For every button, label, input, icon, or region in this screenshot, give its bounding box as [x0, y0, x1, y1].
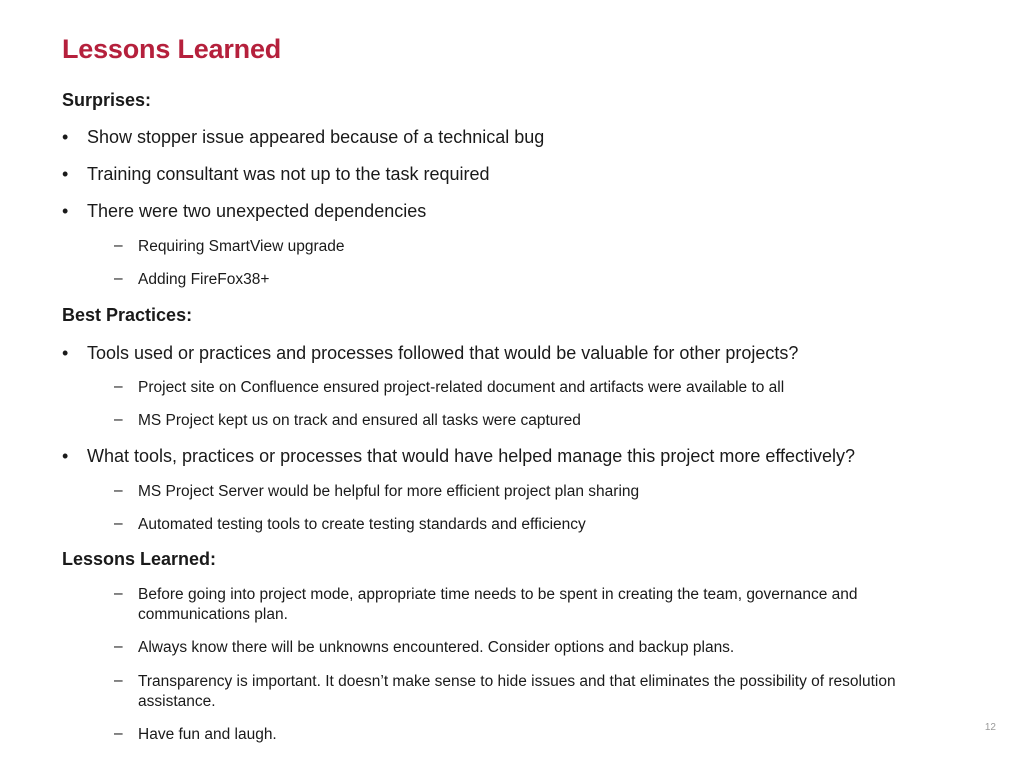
bullet-glyph: •: [62, 127, 69, 147]
sub-item-text: MS Project Server would be helpful for more efficient project plan sharing: [138, 483, 640, 500]
page-number: 12: [984, 722, 996, 733]
dash-glyph: –: [114, 378, 123, 395]
lessons-learned-heading: Lessons Learned:: [62, 549, 217, 569]
sub-item: [114, 482, 944, 502]
sub-item: [114, 270, 944, 290]
dash-glyph: –: [114, 515, 123, 532]
dash-glyph: –: [114, 585, 123, 602]
sub-item-text: Requiring SmartView upgrade: [138, 238, 345, 255]
dash-glyph: –: [114, 638, 123, 655]
bullet-glyph: •: [62, 343, 69, 363]
bullet-text: What tools, practices or processes that would have helped manage this project more effectively?: [87, 446, 856, 466]
sub-item: [114, 725, 944, 745]
sub-item: [114, 378, 944, 398]
dash-glyph: –: [114, 482, 123, 499]
bullet-text: Training consultant was not up to the task required: [87, 164, 490, 184]
dash-glyph: –: [114, 270, 123, 287]
dash-glyph: –: [114, 237, 123, 254]
sub-item-text: Project site on Confluence ensured project-related document and artifacts were available to all: [138, 379, 785, 396]
surprises-heading: Surprises:: [62, 90, 152, 110]
sub-item-text: Automated testing tools to create testing standards and efficiency: [138, 516, 586, 533]
dash-glyph: –: [114, 672, 123, 689]
dash-glyph: –: [114, 725, 123, 742]
bullet-text: Tools used or practices and processes followed that would be valuable for other projects?: [87, 343, 799, 363]
sub-item-text: Have fun and laugh.: [138, 726, 277, 743]
bullet-glyph: •: [62, 164, 69, 184]
sub-item: [114, 411, 944, 431]
sub-item-text: MS Project kept us on track and ensured all tasks were captured: [138, 412, 581, 429]
best-practices-heading: Best Practices:: [62, 305, 193, 325]
sub-item-text: Before going into project mode, appropriate time needs to be spent in creating the team, governance and communications plan.: [138, 586, 858, 623]
sub-item: [114, 672, 944, 712]
sub-item-text: Adding FireFox38+: [138, 271, 270, 288]
bullet-text: Show stopper issue appeared because of a technical bug: [87, 127, 545, 147]
sub-item: [114, 515, 944, 535]
slide-title: Lessons Learned: [62, 34, 282, 64]
sub-item-text: Transparency is important. It doesn’t make sense to hide issues and that eliminates the possibility of resolution assistance.: [138, 673, 896, 710]
dash-glyph: –: [114, 411, 123, 428]
bullet-glyph: •: [62, 446, 69, 466]
bullet-text: There were two unexpected dependencies: [87, 201, 427, 221]
sub-item: [114, 237, 944, 257]
sub-item: [114, 638, 944, 658]
sub-item: [114, 585, 944, 625]
bullet-glyph: •: [62, 201, 69, 221]
sub-item-text: Always know there will be unknowns encountered. Consider options and backup plans.: [138, 639, 735, 656]
